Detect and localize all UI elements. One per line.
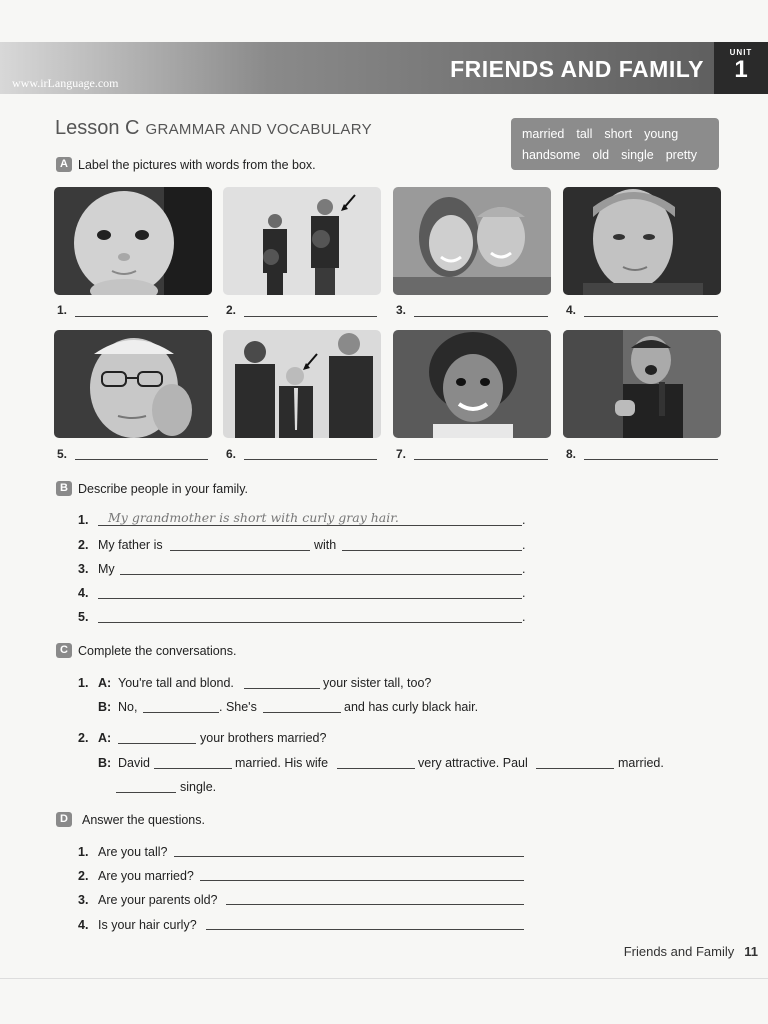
word: pretty: [665, 148, 697, 162]
section-a-badge: A: [56, 157, 72, 172]
answer-line[interactable]: [143, 712, 219, 713]
answer-line[interactable]: [98, 525, 522, 526]
punct: .: [522, 610, 526, 624]
section-a-instruction: Label the pictures with words from the box.: [78, 158, 316, 172]
footer-rule: [0, 978, 768, 979]
section-d-instruction: Answer the questions.: [82, 813, 205, 827]
answer-line[interactable]: [200, 880, 524, 881]
section-c-badge: C: [56, 643, 72, 658]
site-url: www.irLanguage.com: [12, 76, 119, 90]
punct: .: [522, 562, 526, 576]
dialog-text: . She's: [219, 700, 257, 714]
answer-line[interactable]: [244, 688, 320, 689]
punct: .: [522, 586, 526, 600]
question-number: 1.: [78, 845, 89, 859]
photo-girl: [393, 330, 551, 438]
answer-line[interactable]: [174, 856, 524, 857]
picture-number: 2.: [226, 303, 237, 317]
answer-line[interactable]: [244, 316, 377, 317]
picture-number: 1.: [57, 303, 68, 317]
photo-old-man: [54, 330, 212, 438]
answer-line[interactable]: [206, 929, 524, 930]
answer-line[interactable]: [98, 598, 522, 599]
word-box: [511, 118, 719, 170]
word: single: [621, 148, 654, 162]
question-text: Are you married?: [98, 869, 194, 883]
question-number: 4.: [78, 918, 89, 932]
item-text: My: [98, 562, 115, 576]
speaker-b: B:: [98, 756, 112, 770]
word-box-row-1: [522, 127, 690, 141]
answer-line[interactable]: [414, 459, 548, 460]
answer-line[interactable]: [75, 316, 208, 317]
answer-line[interactable]: [118, 743, 196, 744]
dialog-text: David: [118, 756, 150, 770]
dialog-text: your sister tall, too?: [323, 676, 432, 690]
example-answer: My grandmother is short with curly gray hair.: [108, 510, 399, 525]
section-d-badge: D: [56, 812, 72, 827]
lesson-subtitle: GRAMMAR AND VOCABULARY: [145, 121, 372, 138]
punct: .: [522, 513, 526, 527]
answer-line[interactable]: [244, 459, 377, 460]
picture-number: 6.: [226, 447, 237, 461]
speaker-a: A:: [98, 731, 112, 745]
answer-line[interactable]: [536, 768, 614, 769]
word: tall: [576, 127, 593, 141]
punct: .: [522, 538, 526, 552]
page-number: 11: [744, 944, 758, 959]
question-number: 3.: [78, 893, 89, 907]
unit-number: 1: [734, 56, 748, 83]
dialog-text: married.: [618, 756, 664, 770]
answer-line[interactable]: [584, 459, 718, 460]
question-text: Are you tall?: [98, 845, 168, 859]
dialog-text: very attractive. Paul: [418, 756, 528, 770]
item-number: 3.: [78, 562, 89, 576]
photo-vampire-man: [563, 330, 721, 438]
answer-line[interactable]: [116, 792, 176, 793]
word: married: [522, 127, 565, 141]
answer-line[interactable]: [226, 904, 524, 905]
answer-line[interactable]: [414, 316, 548, 317]
section-b-instruction: Describe people in your family.: [78, 482, 248, 496]
word: short: [604, 127, 633, 141]
word-box-row-2: [522, 148, 709, 162]
picture-number: 8.: [566, 447, 577, 461]
answer-line[interactable]: [98, 622, 522, 623]
footer-title: Friends and Family: [623, 944, 735, 959]
answer-line[interactable]: [120, 574, 522, 575]
page-footer: [624, 944, 758, 959]
word: handsome: [522, 148, 581, 162]
item-number: 4.: [78, 586, 89, 600]
answer-line[interactable]: [75, 459, 208, 460]
dialog-text: No,: [118, 700, 138, 714]
answer-line[interactable]: [584, 316, 718, 317]
photo-businessmen: [223, 330, 381, 438]
unit-title: FRIENDS AND FAMILY: [450, 56, 704, 82]
dialog-text: and has curly black hair.: [344, 700, 479, 714]
answer-line[interactable]: [342, 550, 522, 551]
picture-number: 7.: [396, 447, 407, 461]
photo-couple: [393, 187, 551, 295]
section-b-badge: B: [56, 481, 72, 496]
lesson-name: Lesson C: [55, 117, 140, 139]
lesson-title: [55, 117, 372, 140]
question-text: Is your hair curly?: [98, 918, 197, 932]
word: young: [644, 127, 679, 141]
dialog-text: your brothers married?: [200, 731, 327, 745]
speaker-b: B:: [98, 700, 112, 714]
conversation-number: 2.: [78, 731, 89, 745]
question-text: Are your parents old?: [98, 893, 218, 907]
answer-line[interactable]: [337, 768, 415, 769]
item-text: My father is: [98, 538, 163, 552]
item-text: with: [314, 538, 337, 552]
photo-young-man: [563, 187, 721, 295]
item-number: 2.: [78, 538, 89, 552]
picture-number: 5.: [57, 447, 68, 461]
dialog-text: You're tall and blond.: [118, 676, 234, 690]
answer-line[interactable]: [154, 768, 232, 769]
answer-line[interactable]: [263, 712, 341, 713]
answer-line[interactable]: [170, 550, 310, 551]
picture-number: 4.: [566, 303, 577, 317]
item-number: 1.: [78, 513, 89, 527]
dialog-text: single.: [180, 780, 217, 794]
question-number: 2.: [78, 869, 89, 883]
unit-badge: [714, 42, 768, 94]
section-c-instruction: Complete the conversations.: [78, 644, 237, 658]
photo-baby: [54, 187, 212, 295]
speaker-a: A:: [98, 676, 112, 690]
picture-number: 3.: [396, 303, 407, 317]
conversation-number: 1.: [78, 676, 89, 690]
photo-basketball-players: [223, 187, 381, 295]
unit-label: UNIT: [729, 48, 753, 57]
word: old: [592, 148, 610, 162]
page-header: [0, 42, 768, 94]
item-number: 5.: [78, 610, 89, 624]
dialog-text: married. His wife: [235, 756, 329, 770]
